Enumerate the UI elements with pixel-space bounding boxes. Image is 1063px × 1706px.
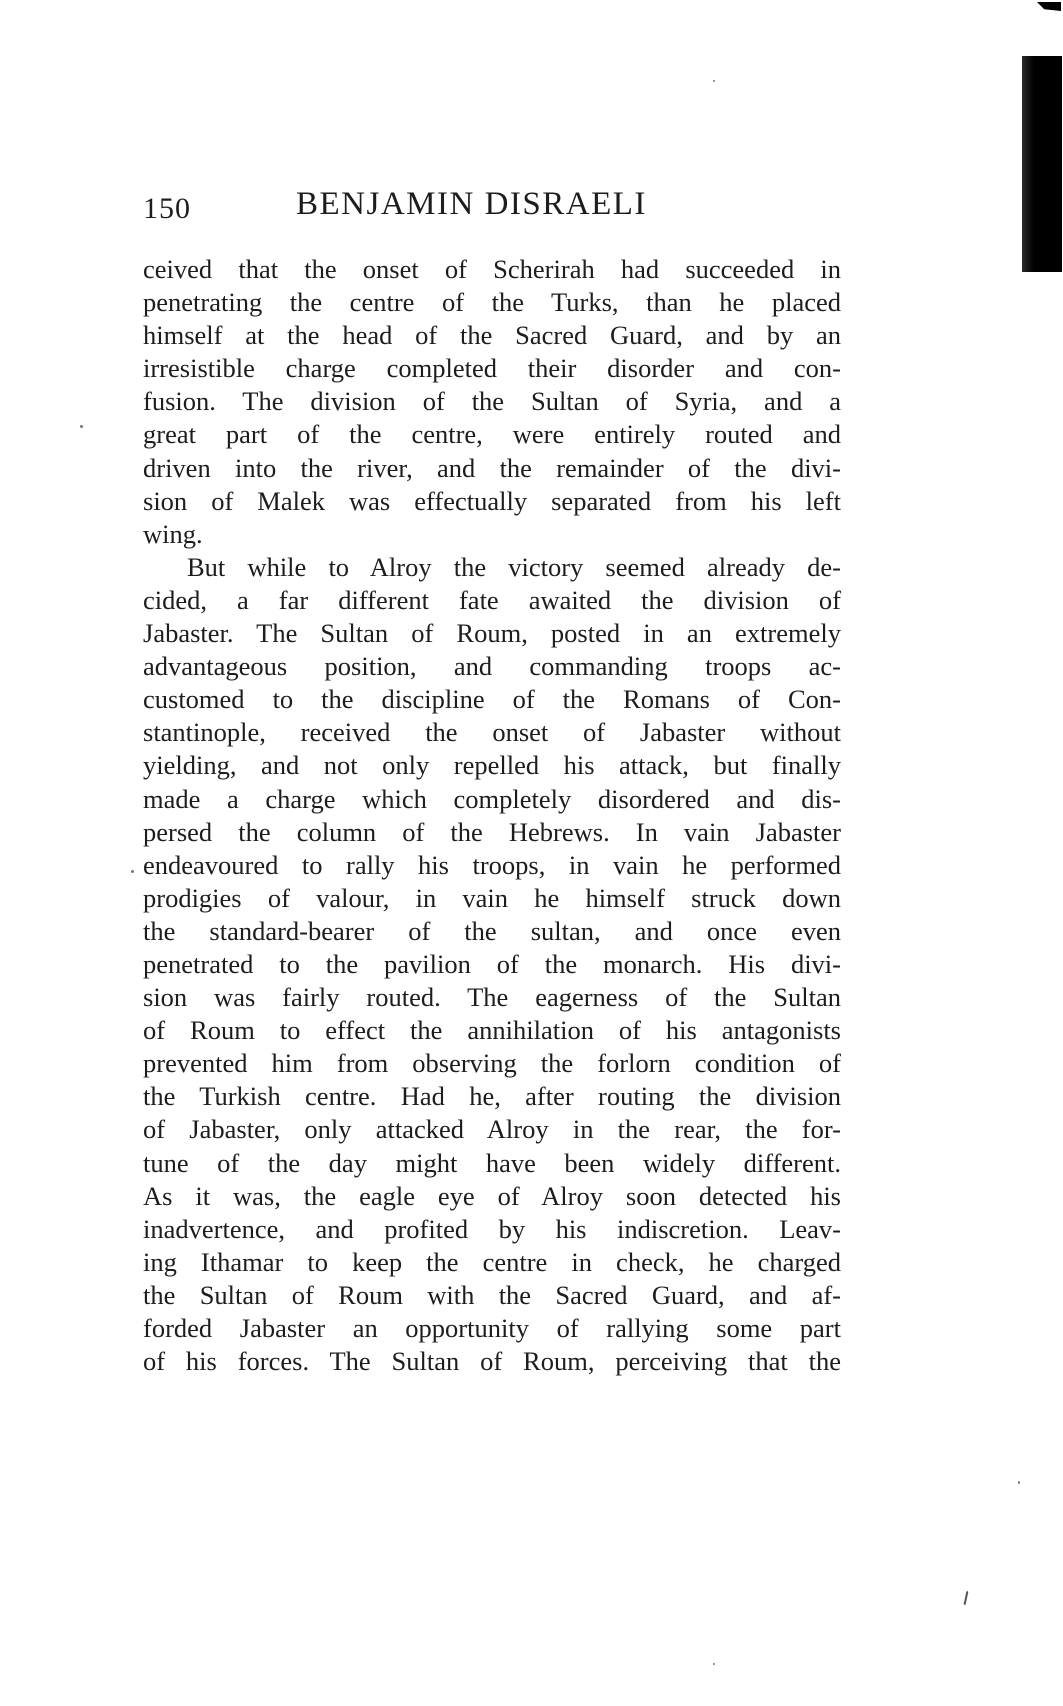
scan-speck [713, 1663, 715, 1665]
text-line: the Turkish centre. Had he, after routing the division [143, 1081, 841, 1112]
text-line: penetrated to the pavilion of the monarch. His divi- [143, 948, 841, 979]
text-line: persed the column of the Hebrews. In vain Jabaster [143, 816, 841, 847]
scan-speck [964, 1591, 969, 1605]
text-line: of Jabaster, only attacked Alroy in the rear, the for- [143, 1114, 841, 1145]
text-line: inadvertence, and profited by his indiscretion. Leav- [143, 1213, 841, 1244]
text-line: fusion. The division of the Sultan of Syria, and a [143, 386, 841, 417]
text-line: made a charge which completely disordered and dis- [143, 783, 841, 814]
running-head: BENJAMIN DISRAELI [296, 186, 647, 222]
text-line: of his forces. The Sultan of Roum, perceiving that the [143, 1346, 841, 1377]
text-line: the Sultan of Roum with the Sacred Guard, and af- [143, 1279, 841, 1310]
text-line: But while to Alroy the victory seemed already de- [187, 551, 841, 582]
scan-edge-shadow [1022, 56, 1062, 272]
text-line: yielding, and not only repelled his attack, but finally [143, 750, 841, 781]
text-line: driven into the river, and the remainder of the divi- [143, 452, 841, 483]
text-line: advantageous position, and commanding troops ac- [143, 651, 841, 682]
text-line: endeavoured to rally his troops, in vain he performed [143, 849, 841, 880]
text-line: tune of the day might have been widely different. [143, 1147, 841, 1178]
text-line: As it was, the eagle eye of Alroy soon detected his [143, 1180, 841, 1211]
text-line: cided, a far different fate awaited the division of [143, 584, 841, 615]
text-line: penetrating the centre of the Turks, than he placed [143, 287, 841, 318]
text-line: irresistible charge completed their disorder and con- [143, 353, 841, 384]
page-number: 150 [143, 192, 191, 225]
scan-speck [80, 425, 83, 428]
text-line: prevented him from observing the forlorn condition of [143, 1048, 841, 1079]
text-line: of Roum to effect the annihilation of his antagonists [143, 1015, 841, 1046]
text-line: himself at the head of the Sacred Guard, and by an [143, 320, 841, 351]
scan-edge-tip [1037, 2, 1061, 11]
text-line: sion of Malek was effectually separated from his left [143, 485, 841, 516]
scan-speck [1018, 1481, 1020, 1484]
text-line: the standard-bearer of the sultan, and once even [143, 915, 841, 946]
scan-speck [131, 870, 134, 873]
text-line: wing. [143, 518, 203, 549]
page-header [143, 186, 843, 234]
text-line: ceived that the onset of Scherirah had succeeded in [143, 254, 841, 284]
text-line: forded Jabaster an opportunity of rallying some part [143, 1313, 841, 1343]
text-line: sion was fairly routed. The eagerness of the Sultan [143, 982, 841, 1013]
text-line: prodigies of valour, in vain he himself struck down [143, 882, 841, 913]
body-text [143, 253, 841, 1378]
scan-speck [713, 80, 715, 82]
text-line: stantinople, received the onset of Jabaster without [143, 717, 841, 748]
text-line: customed to the discipline of the Romans of Con- [143, 684, 841, 715]
text-line: Jabaster. The Sultan of Roum, posted in an extremely [143, 618, 841, 649]
text-line: ing Ithamar to keep the centre in check, he charged [143, 1246, 841, 1277]
text-line: great part of the centre, were entirely routed and [143, 419, 841, 450]
